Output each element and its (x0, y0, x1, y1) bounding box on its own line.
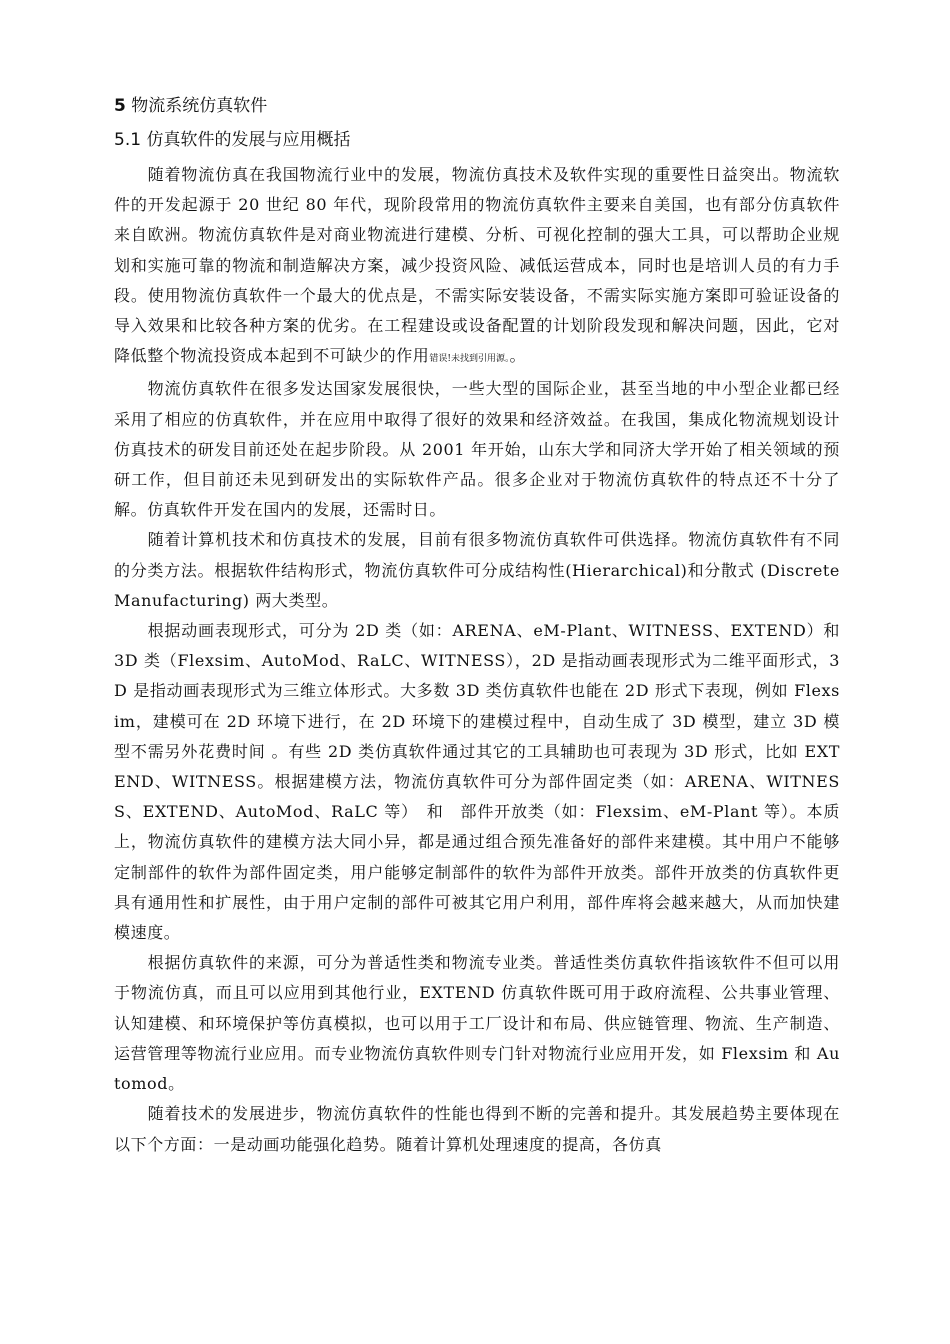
section-heading (114, 94, 840, 118)
paragraph-1-text: 随着物流仿真在我国物流行业中的发展，物流仿真技术及软件实现的重要性日益突出。物流软件的开发起源于 20 世纪 80 年代，现阶段常用的物流仿真软件主要来自美国，也有部分仿真软件来自欧洲。物流仿真软件是对商业物流进行建模、分析、可视化控制的强大工具，可以帮助企业规划和实施可靠的物流和制造解决方案，减少投资风险、减低运营成本，同时也是培训人员的有力手段。使用物流仿真软件一个最大的优点是，不需实际安装设备，不需实际实施方案即可验证设备的导入效果和比较各种方案的优劣。在工程建设或设备配置的计划阶段发现和解决问题，因此，它对降低整个物流投资成本起到不可缺少的作用 (114, 165, 840, 366)
paragraph-5: 根据仿真软件的来源，可分为普适性类和物流专业类。普适性类仿真软件指该软件不但可以用于物流仿真，而且可以应用到其他行业，EXTEND 仿真软件既可用于政府流程、公共事业管理、认知建模、和环境保护等仿真模拟，也可以用于工厂设计和布局、供应链管理、物流、生产制造、运营管理等物流行业应用。而专业物流仿真软件则专门针对物流行业应用开发，如 Flexsim 和 Automod。 (114, 953, 840, 1094)
paragraph-2: 物流仿真软件在很多发达国家发展很快，一些大型的国际企业，甚至当地的中小型企业都已经采用了相应的仿真软件，并在应用中取得了很好的效果和经济效益。在我国，集成化物流规划设计仿真技术的研发目前还处在起步阶段。从 2001 年开始，山东大学和同济大学开始了相关领域的预研工作，但目前还未见到研发出的实际软件产品。很多企业对于物流仿真软件的特点还不十分了解。仿真软件开发在国内的发展，还需时日。 (114, 379, 840, 520)
citation-error-reference: 错误!未找到引用源。 (429, 354, 510, 365)
section-number: 5 (114, 96, 126, 116)
subsection-title: 仿真软件的发展与应用概括 (146, 130, 351, 150)
subsection-heading (114, 128, 840, 152)
section-title: 物流系统仿真软件 (131, 96, 268, 116)
paragraph-1-tail: 。 (509, 346, 527, 366)
subsection-number: 5.1 (114, 130, 142, 150)
paragraph-1 (114, 160, 840, 374)
document-page (114, 94, 840, 1160)
paragraph-3: 随着计算机技术和仿真技术的发展，目前有很多物流仿真软件可供选择。物流仿真软件有不同的分类方法。根据软件结构形式，物流仿真软件可分成结构性(Hierarchical)和分散式 (Discrete Manufacturing) 两大类型。 (114, 530, 840, 610)
paragraph-4: 根据动画表现形式，可分为 2D 类（如：ARENA、eM-Plant、WITNESS、EXTEND）和 3D 类（Flexsim、AutoMod、RaLC、WITNESS），2D 是指动画表现形式为二维平面形式，3D 是指动画表现形式为三维立体形式。大多数 3D 类仿真软件也能在 2D 形式下表现，例如 Flexsim，建模可在 2D 环境下进行，在 2D 环境下的建模过程中，自动生成了 3D 模型，建立 3D 模型不需另外花费时间 。有些 2D 类仿真软件通过其它的工具辅助也可表现为 3D 形式，比如 EXTEND、WITNESS。根据建模方法，物流仿真软件可分为部件固定类（如：ARENA、WITNESS、EXTEND、AutoMod、RaLC 等） 和 部件开放类（如：Flexsim、eM-Plant 等）。本质上，物流仿真软件的建模方法大同小异，都是通过组合预先准备好的部件来建模。其中用户不能够定制部件的软件为部件固定类，用户能够定制部件的软件为部件开放类。部件开放类的仿真软件更具有通用性和扩展性，由于用户定制的部件可被其它用户利用，部件库将会越来越大，从而加快建模速度。 (114, 621, 840, 943)
paragraph-6: 随着技术的发展进步，物流仿真软件的性能也得到不断的完善和提升。其发展趋势主要体现在以下个方面：一是动画功能强化趋势。随着计算机处理速度的提高，各仿真 (114, 1104, 840, 1154)
